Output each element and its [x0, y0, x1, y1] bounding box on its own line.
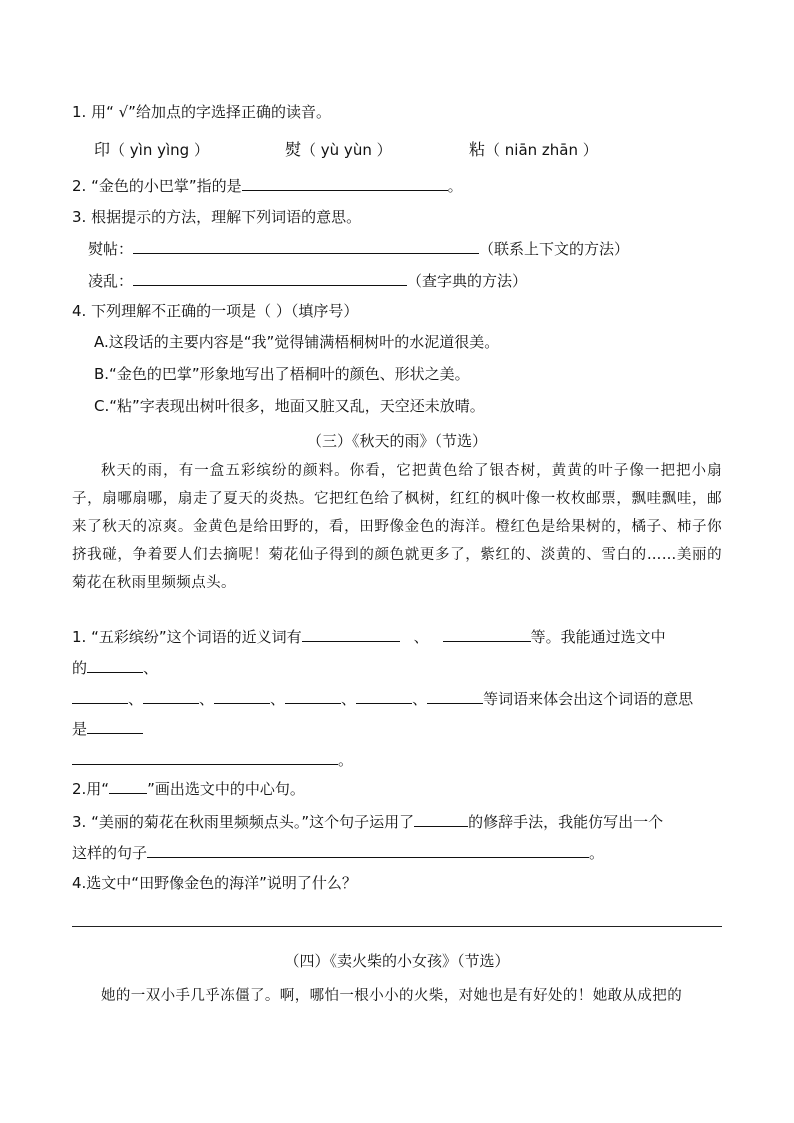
question-3b — [88, 269, 527, 292]
s3-question-1-line2 — [72, 656, 158, 679]
method-hint: （查字典的方法） — [407, 272, 528, 290]
option-c: C.“粘”字表现出树叶很多，地面又脏又乱，天空还未放晴。 — [94, 397, 485, 415]
pinyin-char: 印 — [94, 140, 111, 159]
pinyin-char: 粘 — [469, 140, 486, 159]
s3-question-3-line1 — [72, 810, 663, 833]
answer-blank[interactable] — [72, 748, 338, 765]
s3-question-1-line3 — [72, 687, 693, 710]
method-hint: （联系上下文的方法） — [479, 240, 630, 258]
separator: 、 — [270, 690, 286, 708]
question-end: 。 — [589, 844, 605, 862]
s3-question-1-line4 — [72, 717, 143, 740]
question-2-end: 。 — [447, 177, 463, 195]
answer-blank[interactable] — [285, 687, 341, 704]
option-b: B.“金色的巴掌”形象地写出了梧桐叶的颜色、形状之美。 — [94, 365, 470, 383]
answer-blank[interactable] — [143, 687, 199, 704]
s3-question-4-text: 4.选文中“田野像金色的海洋”说明了什么？ — [72, 874, 357, 892]
word-label: 熨帖： — [88, 240, 134, 258]
answer-blank[interactable] — [87, 717, 143, 734]
pinyin-item-3 — [469, 139, 598, 161]
answer-blank[interactable] — [87, 656, 143, 673]
answer-blank[interactable] — [242, 174, 448, 191]
s3-question-1-line5 — [72, 748, 353, 771]
question-text: 2.用“ — [72, 780, 110, 798]
section-3-title: （三）《秋天的雨》（节选） — [306, 432, 487, 450]
s3-question-2 — [72, 777, 305, 800]
answer-blank[interactable] — [443, 625, 531, 642]
pinyin-item-2 — [285, 139, 392, 161]
answer-blank[interactable] — [427, 687, 483, 704]
question-text: 的修辞手法，我能仿写出一个 — [468, 813, 664, 831]
question-text: 等词语来体会出这个词语的意思 — [483, 690, 694, 708]
separator: 、 — [128, 690, 144, 708]
separator: 、 — [413, 628, 429, 646]
word-label: 凌乱： — [88, 272, 134, 290]
pinyin-options: （ yìn yìng ） — [110, 141, 209, 159]
answer-blank[interactable] — [214, 687, 270, 704]
question-text: 1. “五彩缤纷”这个词语的近义词有 — [72, 628, 302, 646]
answer-blank[interactable] — [302, 625, 400, 642]
question-text: 的 — [72, 659, 88, 677]
answer-line[interactable] — [72, 926, 722, 927]
separator: 、 — [199, 690, 215, 708]
answer-blank[interactable] — [133, 269, 407, 286]
question-end: 。 — [338, 751, 354, 769]
answer-blank[interactable] — [147, 841, 589, 858]
question-3-text: 3. 根据提示的方法，理解下列词语的意思。 — [72, 208, 362, 226]
option-a: A.这段话的主要内容是“我”觉得铺满梧桐树叶的水泥道很美。 — [94, 333, 500, 351]
pinyin-options: （ yù yùn ） — [301, 141, 392, 159]
separator: 、 — [341, 690, 357, 708]
question-2-text: 2. “金色的小巴掌”指的是 — [72, 177, 242, 195]
question-4-text: 4. 下列理解不正确的一项是（ ）（填序号） — [72, 302, 359, 320]
answer-blank[interactable] — [414, 810, 468, 827]
answer-blank[interactable] — [133, 237, 479, 254]
question-text: 是 — [72, 720, 88, 738]
question-text: ”画出选文中的中心句。 — [147, 780, 305, 798]
question-2 — [72, 174, 463, 197]
question-1-text: 1. 用“ √”给加点的字选择正确的读音。 — [72, 103, 331, 121]
pinyin-char: 熨 — [285, 140, 302, 159]
section-3-passage: 秋天的雨，有一盒五彩缤纷的颜料。你看，它把黄色给了银杏树，黄黄的叶子像一把把小扇子，扇哪扇哪，扇走了夏天的炎热。它把红色给了枫树，红红的枫叶像一枚枚邮票，飘哇飘哇，邮来了秋天的凉爽。金黄色是给田野的，看，田野像金色的海洋。橙红色是给果树的，橘子、柿子你挤我碰，争着要人们去摘呢！菊花仙子得到的颜色就更多了，紫红的、淡黄的、雪白的……美丽的菊花在秋雨里频频点头。 — [72, 463, 722, 591]
underline-marker — [109, 777, 147, 794]
question-3a — [88, 237, 629, 260]
separator: 、 — [412, 690, 428, 708]
section-4-title: （四）《卖火柴的小女孩》（节选） — [284, 952, 510, 970]
pinyin-options: （ niān zhān ） — [485, 141, 598, 159]
pinyin-item-1 — [94, 139, 209, 161]
s3-question-3-line2 — [72, 841, 604, 864]
question-text: 等。我能通过选文中 — [530, 628, 666, 646]
answer-blank[interactable] — [356, 687, 412, 704]
s3-question-1-line1 — [72, 625, 666, 648]
separator: 、 — [143, 659, 159, 677]
question-text: 这样的句子 — [72, 844, 148, 862]
question-text: 3. “美丽的菊花在秋雨里频频点头。”这个句子运用了 — [72, 813, 415, 831]
answer-blank[interactable] — [72, 687, 128, 704]
section-4-passage: 她的一双小手几乎冻僵了。啊，哪怕一根小小的火柴，对她也是有好处的！她敢从成把的 — [101, 988, 683, 1004]
